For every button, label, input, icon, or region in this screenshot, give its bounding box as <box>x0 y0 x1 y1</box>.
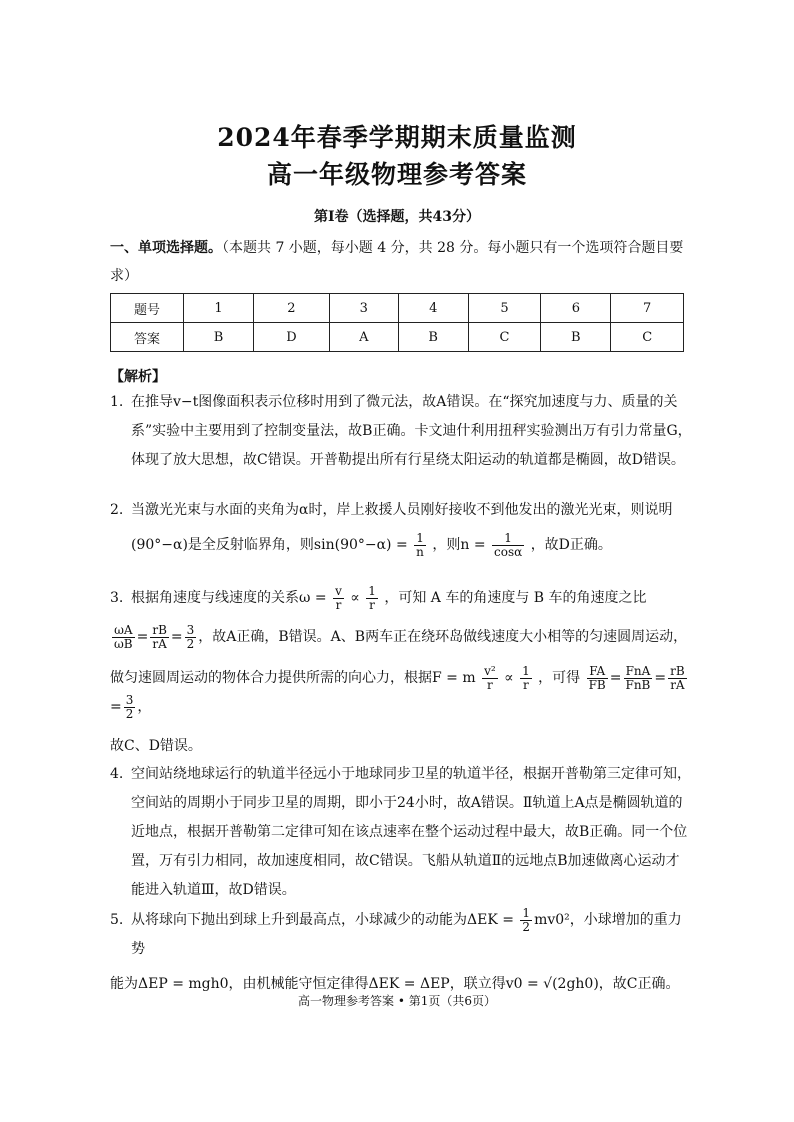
formula-text: 故C、D错误。 <box>110 738 202 754</box>
item-number: 1. <box>110 394 124 410</box>
fraction <box>482 665 498 692</box>
item-text: 在推导v−t图像面积表示位移时用到了微元法，故A错误。在“探究加速度与力、质量的关系”实验中主要用到了控制变量法，故B正确。卡文迪什利用扭秤实验测出万有引力常量G，体现了放大思想，故C错误。开普勒提出所有行星绕太阳运动的轨道都是椭圆，故D错误。 <box>131 394 692 468</box>
fraction <box>185 624 197 651</box>
fraction-numerator: rB <box>152 622 167 637</box>
item-number: 5. <box>110 912 124 928</box>
fraction-numerator: v <box>335 583 342 598</box>
item-number: 4. <box>110 766 124 782</box>
table-cell: 3 <box>329 294 398 323</box>
table-cell: 2 <box>254 294 330 323</box>
fraction <box>492 532 524 559</box>
document-title: 2024年春季学期期末质量监测 <box>217 123 577 152</box>
analysis-item-2 <box>110 496 692 560</box>
formula-text: ，可得 <box>538 670 581 686</box>
table-row <box>111 323 684 352</box>
table-cell: B <box>541 323 611 352</box>
fraction <box>587 665 608 692</box>
fraction-denominator: 2 <box>522 919 531 934</box>
fraction-numerator: rB <box>670 663 685 678</box>
fraction-numerator: 3 <box>186 622 195 637</box>
item-line <box>110 732 692 761</box>
item-line <box>131 906 692 964</box>
fraction-numerator: 3 <box>125 692 134 707</box>
fraction-numerator: 1 <box>522 905 531 920</box>
formula-text: 从将球向下抛出到球上升到最高点，小球减少的动能为ΔEK = <box>131 912 514 928</box>
fraction-denominator: ωB <box>114 636 133 651</box>
formula-text: 根据角速度与线速度的关系ω = <box>131 590 327 606</box>
fraction-numerator: 1 <box>522 663 530 678</box>
fraction-denominator: r <box>335 597 342 612</box>
fraction <box>366 585 378 612</box>
table-cell: B <box>398 323 468 352</box>
formula-text: ∝ <box>350 590 360 606</box>
fraction <box>624 665 653 692</box>
fraction-denominator: rA <box>152 636 167 651</box>
table-cell: 5 <box>468 294 541 323</box>
analysis-label: 【解析】 <box>110 369 166 385</box>
item-number: 2. <box>110 502 124 518</box>
fraction <box>333 585 344 612</box>
section-title <box>0 206 794 226</box>
fraction <box>150 624 169 651</box>
fraction-denominator: n <box>416 544 424 559</box>
fraction <box>520 665 532 692</box>
item-body <box>131 496 692 560</box>
formula-text: 做匀速圆周运动的物体合力提供所需的向心力，根据F = m <box>110 670 476 686</box>
formula-text: ，故D正确。 <box>530 537 612 553</box>
table-cell: 7 <box>611 294 684 323</box>
fraction-denominator: r <box>487 677 493 692</box>
formula-text: mv0²，小球增加的重力势 <box>131 912 682 957</box>
formula-text: ，故A正确，B错误。A、B两车正在绕环岛做线速度大小相等的匀速圆周运动， <box>198 629 688 645</box>
fraction-numerator: 1 <box>368 583 376 598</box>
item-line <box>131 584 692 613</box>
item-body <box>110 905 692 999</box>
page-footer: 高一物理参考答案 • 第1页（共6页） <box>298 994 496 1008</box>
analysis-item-1 <box>110 388 692 475</box>
item-line: 做匀速圆周运动的物体合力提供所需的向心力，根据F = m $\frac{\text{v²}}{r}$ ∝ $\frac{1}{r}$ ，可得 $\frac{FA}{FB}$ = $\frac{\text{FnA}}{\text{FnB}}$ = $\frac{rB}{rA}$ = $\frac{3}{2}$ ， <box>110 663 685 721</box>
fraction-denominator: cosα <box>494 544 523 559</box>
table-cell: C <box>468 323 541 352</box>
fraction <box>112 624 135 651</box>
table-row <box>111 294 684 323</box>
fraction-numerator: v² <box>484 663 496 678</box>
fraction-denominator: FnB <box>625 677 651 692</box>
table-cell: B <box>184 323 254 352</box>
fraction-numerator: ωA <box>112 624 135 638</box>
table-cell: D <box>254 323 330 352</box>
fraction-numerator: 1 <box>414 532 426 546</box>
formula-text: (90°−α)是全反射临界角，则sin(90°−α) = <box>131 537 408 553</box>
table-cell: 1 <box>184 294 254 323</box>
item-formula-line <box>131 531 692 560</box>
part-instruction-text: （本题共 7 小题，每小题 4 分，共 28 分。每小题只有一个选项符合题目要求） <box>110 240 684 284</box>
fraction-numerator: FA <box>587 665 608 679</box>
analysis-item-5 <box>110 906 692 999</box>
fraction <box>124 694 136 721</box>
item-text-line: 当激光光束与水面的夹角为α时，岸上救援人员刚好接收不到他发出的激光光束，则说明 <box>131 502 673 518</box>
item-text: 空间站绕地球运行的轨道半径远小于地球同步卫星的轨道半径，根据开普勒第三定律可知，空间站的周期小于同步卫星的周期，即小于24小时，故A错误。Ⅱ轨道上A点是椭圆轨道的近地点，根据开普勒第二定律可知在该点速率在整个运动过程中最大，故B正确。同一个位置，万有引力相同，故加速度相同，故C错误。飞船从轨道Ⅱ的远地点B加速做离心运动才能进入轨道Ⅲ，故D错误。 <box>131 766 691 898</box>
table-cell: C <box>611 323 684 352</box>
table-cell: A <box>329 323 398 352</box>
item-number: 3. <box>110 590 124 606</box>
analysis-item-4 <box>110 760 692 905</box>
fraction-numerator: 1 <box>492 532 524 546</box>
formula-text: ，则n = <box>432 537 486 553</box>
row-label-answer: 答案 <box>111 323 184 352</box>
formula-text: ∝ <box>504 670 514 686</box>
fraction-denominator: r <box>369 597 375 612</box>
fraction <box>668 665 687 692</box>
fraction-denominator: FB <box>588 677 606 692</box>
formula-text: 能为ΔEP = mgh0，由机械能守恒定律得ΔEK = ΔEP，联立得v0 = √(2gh0)，故C正确。 <box>110 976 680 992</box>
formula-text: ，可知 A 车的角速度与 B 车的角速度之比 <box>384 590 647 606</box>
fraction-numerator: FnA <box>624 665 653 679</box>
fraction <box>414 532 426 559</box>
fraction-denominator: 2 <box>125 706 134 721</box>
part-instructions <box>110 234 690 290</box>
table-cell: 4 <box>398 294 468 323</box>
document-subtitle: 高一年级物理参考答案 <box>266 160 527 189</box>
answer-table <box>110 293 684 352</box>
section-title-text: 第Ⅰ卷（选择题，共43分） <box>313 209 481 225</box>
row-label-number: 题号 <box>111 294 184 323</box>
table-cell: 6 <box>541 294 611 323</box>
fraction-denominator: 2 <box>186 636 195 651</box>
part-heading: 一、单项选择题。 <box>110 240 222 256</box>
analysis-item-3 <box>110 584 692 761</box>
fraction-denominator: r <box>523 677 529 692</box>
item-line: $\frac{\omega A}{\omega B}$ = $\frac{rB}{rA}$ = $\frac{3}{2}$ ，故A正确，B错误。A、B两车正在绕环岛做线速度大小相等的匀速圆周运动， <box>114 622 688 651</box>
fraction <box>520 907 532 934</box>
fraction-denominator: rA <box>670 677 685 692</box>
